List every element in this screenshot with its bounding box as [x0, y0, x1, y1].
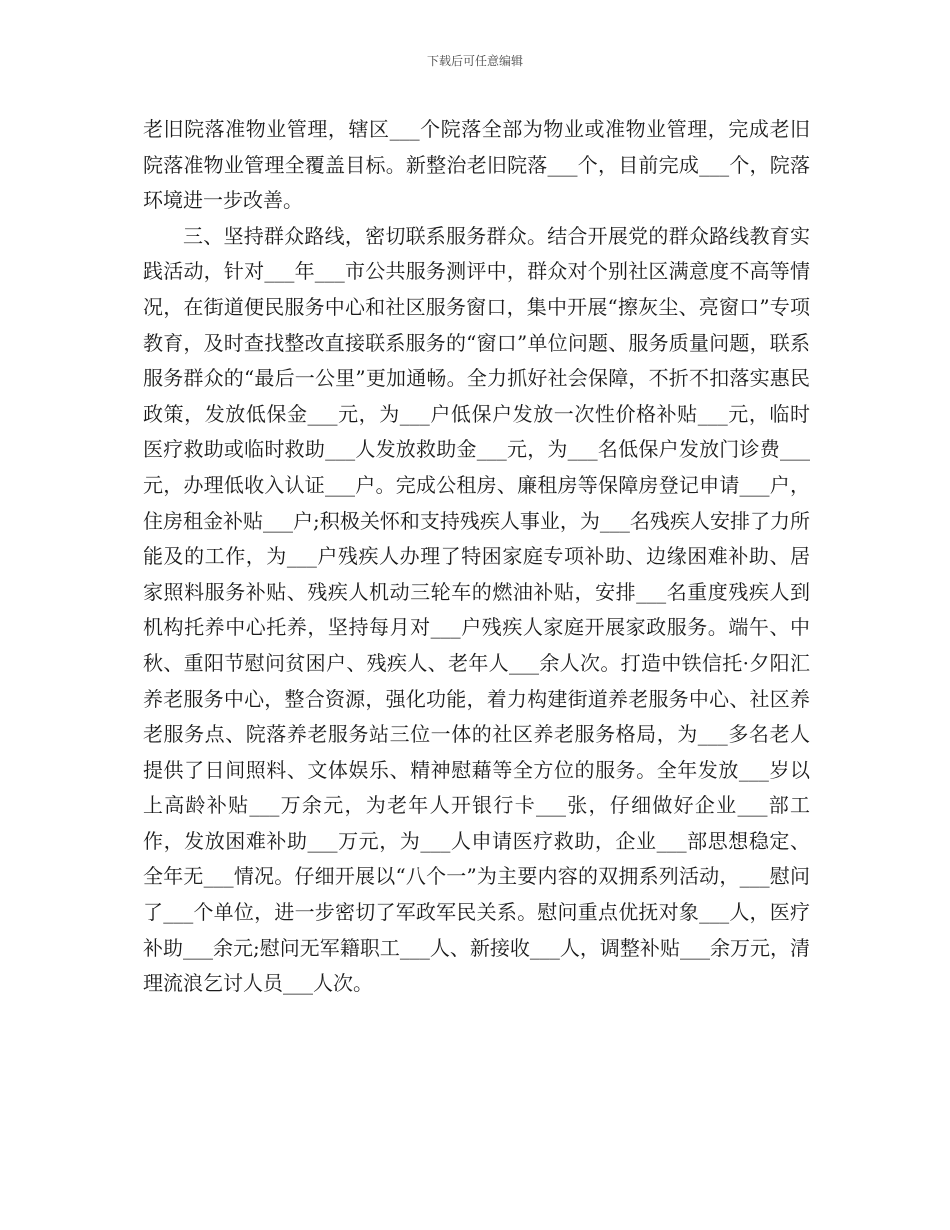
document-body [143, 112, 810, 1002]
page-header: 下载后可任意编辑 [426, 54, 523, 68]
paragraph-1: 老旧院落准物业管理，辖区___个院落全部为物业或准物业管理，完成老旧院落准物业管理全覆盖目标。新整治老旧院落___个，目前完成___个，院落环境进一步改善。 [143, 117, 810, 213]
paragraph-2: 三、坚持群众路线，密切联系服务群众。结合开展党的群众路线教育实践活动，针对___年___市公共服务测评中，群众对个别社区满意度不高等情况，在街道便民服务中心和社区服务窗口，集中开展“擦灰尘、亮窗口”专项教育，及时查找整改直接联系服务的“窗口”单位问题、服务质量问题，联系服务群众的“最后一公里”更加通畅。全力抓好社会保障，不折不扣落实惠民政策，发放低保金___元，为___户低保户发放一次性价格补贴___元，临时医疗救助或临时救助___人发放救助金___元，为___名低保户发放门诊费___元，办理低收入认证___户。完成公租房、廉租房等保障房登记申请___户，住房租金补贴___户;积极关怀和支持残疾人事业，为___名残疾人安排了力所能及的工作，为___户残疾人办理了特困家庭专项补助、边缘困难补助、居家照料服务补贴、残疾人机动三轮车的燃油补贴，安排___名重度残疾人到机构托养中心托养，坚持每月对___户残疾人家庭开展家政服务。端午、中秋、重阳节慰问贫困户、残疾人、老年人___余人次。打造中铁信托·夕阳汇养老服务中心，整合资源，强化功能，着力构建街道养老服务中心、社区养老服务点、院落养老服务站三位一体的社区养老服务格局，为___多名老人提供了日间照料、文体娱乐、精神慰藉等全方位的服务。全年发放___岁以上高龄补贴___万余元，为老年人开银行卡___张，仔细做好企业___部工作，发放困难补助___万元，为___人申请医疗救助，企业___部思想稳定、全年无___情况。仔细开展以“八个一”为主要内容的双拥系列活动，___慰问了___个单位，进一步密切了军政军民关系。慰问重点优抚对象___人，医疗补助___余元;慰问无军籍职工___人、新接收___人，调整补贴___余万元，清理流浪乞讨人员___人次。 [143, 223, 810, 996]
